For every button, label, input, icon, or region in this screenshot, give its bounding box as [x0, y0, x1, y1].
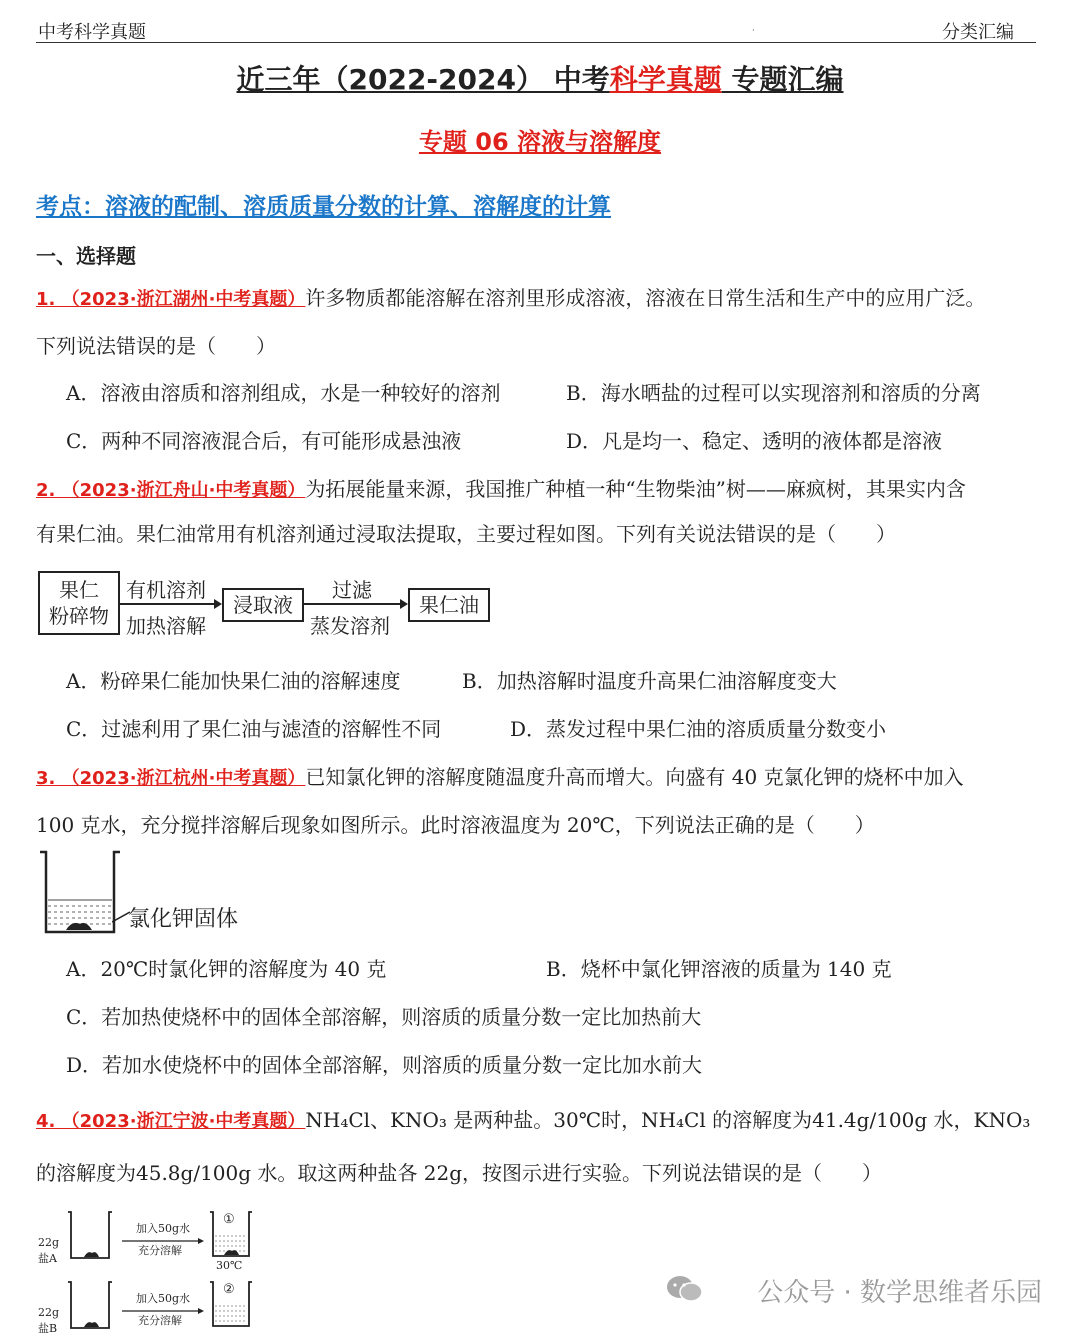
- q1-option-c: C．两种不同溶液混合后，有可能形成悬浊液: [66, 429, 462, 453]
- q2-text1: 为拓展能量来源，我国推广种植一种“生物柴油”树——麻疯树，其果实内含: [305, 477, 966, 501]
- section-heading: 一、选择题: [36, 244, 136, 268]
- q1-line2: 下列说法错误的是（ ）: [36, 334, 276, 358]
- q4-dis2: 充分溶解: [138, 1314, 182, 1327]
- q4-temp: 30℃: [216, 1259, 243, 1272]
- topic-heading: 专题 06 溶液与溶解度: [418, 128, 662, 156]
- q2-option-d: D．蒸发过程中果仁油的溶质质量分数变小: [510, 717, 887, 741]
- q2-line2: 有果仁油。果仁油常用有机溶剂通过浸取法提取，主要过程如图。下列有关说法错误的是（ ）: [36, 522, 896, 546]
- kaodian-heading: 考点：溶液的配制、溶质质量分数的计算、溶解度的计算: [36, 194, 611, 220]
- q4-line2: 的溶解度为45.8g/100g 水。取这两种盐各 22g，按图示进行实验。下列说法错误的是（ ）: [36, 1161, 883, 1185]
- watermark-text: 公众号 · 数学思维者乐园: [757, 1278, 1042, 1308]
- header-dot: ·: [752, 26, 755, 35]
- q4-line1: [36, 1104, 1030, 1133]
- flow-arrow1-icon: [118, 596, 222, 612]
- flow-box-kernel: [38, 571, 120, 635]
- q4-b-name: 盐B: [38, 1322, 58, 1335]
- q4-dis1: 充分溶解: [138, 1244, 182, 1257]
- q4-beaker-1-number: ①: [223, 1212, 235, 1227]
- q1-text1: 许多物质都能溶解在溶剂里形成溶液，溶液在日常生活和生产中的应用广泛。: [305, 286, 986, 310]
- q2-option-b: B．加热溶解时温度升高果仁油溶解度变大: [462, 669, 837, 693]
- q3-text1: 已知氯化钾的溶解度随温度升高而增大。向盛有 40 克氯化钾的烧杯中加入: [305, 765, 964, 789]
- flow-box-extract: 浸取液: [222, 588, 304, 622]
- q3-line2: 100 克水，充分搅拌溶解后现象如图所示。此时溶液温度为 20℃，下列说法正确的是（ ）: [36, 813, 875, 837]
- title-part2: 科学真题: [609, 63, 722, 96]
- beaker-label: 氯化钾固体: [128, 907, 239, 932]
- q1-source: 1. （2023·浙江湖州·中考真题）: [36, 289, 306, 310]
- title-part1: 近三年（2022-2024） 中考: [236, 63, 610, 96]
- q4-a-name: 盐A: [38, 1252, 57, 1265]
- q4-source: 4. （2023·浙江宁波·中考真题）: [36, 1111, 306, 1132]
- q2-option-c: C．过滤利用了果仁油与滤渣的溶解性不同: [66, 717, 442, 741]
- q3-option-d: D．若加水使烧杯中的固体全部溶解，则溶质的质量分数一定比加水前大: [66, 1053, 703, 1077]
- flow-arrow2-bottom: 蒸发溶剂: [310, 614, 390, 638]
- q3-option-c: C．若加热使烧杯中的固体全部溶解，则溶质的质量分数一定比加热前大: [66, 1005, 702, 1029]
- q4-beaker-b-icon: [66, 1280, 114, 1332]
- q4-b-mass: 22g: [38, 1306, 60, 1319]
- header-divider: [36, 42, 1036, 43]
- q4-add1: 加入50g水: [136, 1222, 191, 1235]
- q4-beaker-a-icon: [66, 1210, 114, 1262]
- flow-box-kernel-line2: 粉碎物: [49, 604, 109, 628]
- beaker-icon: [38, 850, 128, 938]
- q3-source: 3. （2023·浙江杭州·中考真题）: [36, 768, 306, 789]
- q1-option-b: B．海水晒盐的过程可以实现溶剂和溶质的分离: [566, 381, 981, 405]
- q4-text1: NH₄Cl、KNO₃ 是两种盐。30℃时，NH₄Cl 的溶解度为41.4g/100g 水，KNO₃: [305, 1108, 1031, 1132]
- q3-option-b: B．烧杯中氯化钾溶液的质量为 140 克: [546, 957, 892, 981]
- q1-option-d: D．凡是均一、稳定、透明的液体都是溶液: [566, 429, 943, 453]
- q4-add2: 加入50g水: [136, 1292, 191, 1305]
- q2-option-a: A．粉碎果仁能加快果仁油的溶解速度: [66, 669, 401, 693]
- q1-option-a: A．溶液由溶质和溶剂组成，水是一种较好的溶剂: [66, 381, 501, 405]
- title-part3: 专题汇编: [721, 63, 844, 96]
- flow-arrow2-top: 过滤: [332, 578, 372, 602]
- header-right: 分类汇编: [942, 22, 1014, 43]
- header-left: 中考科学真题: [38, 22, 146, 43]
- flow-arrow1-bottom: 加热溶解: [126, 614, 206, 638]
- q4-a-mass: 22g: [38, 1236, 60, 1249]
- q1-line1: [36, 282, 985, 311]
- flow-arrow2-icon: [302, 596, 408, 612]
- flow-box-oil: 果仁油: [408, 588, 490, 622]
- flow-box-kernel-line1: 果仁: [59, 578, 99, 602]
- page-title: [0, 58, 1080, 98]
- q3-option-a: A．20℃时氯化钾的溶解度为 40 克: [66, 957, 387, 981]
- q2-source: 2. （2023·浙江舟山·中考真题）: [36, 480, 306, 501]
- wechat-icon: [666, 1274, 704, 1304]
- q4-beaker-2-number: ②: [223, 1282, 235, 1297]
- flow-arrow1-top: 有机溶剂: [126, 578, 206, 602]
- q2-line1: [36, 473, 966, 502]
- q3-line1: [36, 761, 964, 790]
